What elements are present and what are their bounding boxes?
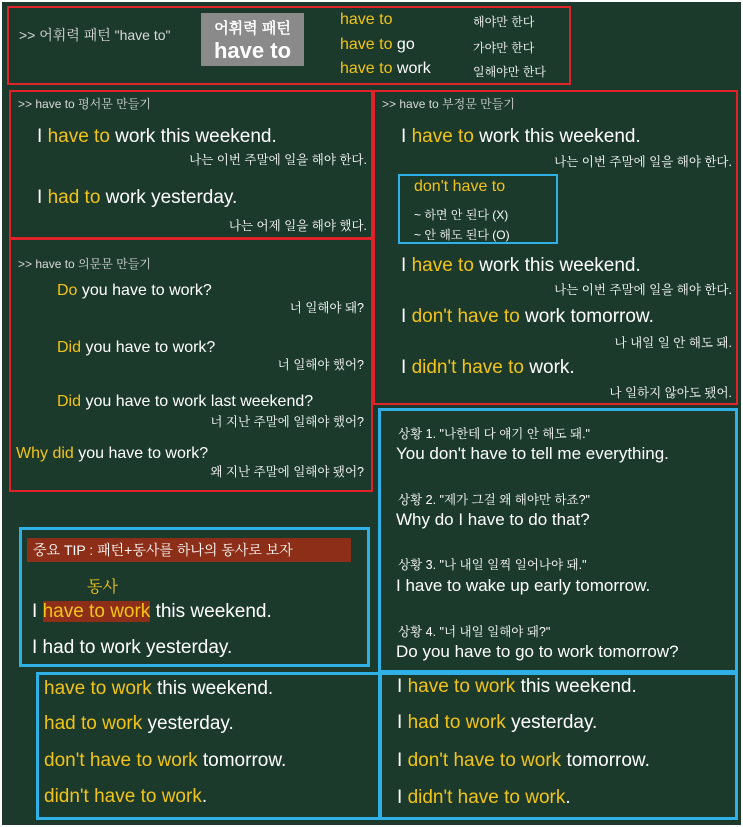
br1-pre: I [397, 676, 408, 697]
br2-pre: I [397, 712, 408, 733]
bl3-pattern: don't have to work [44, 750, 198, 771]
note-title: don't have to [414, 178, 506, 195]
situation-1-english: You don't have to tell me everything. [396, 444, 669, 463]
br2-rest: yesterday. [505, 712, 598, 733]
situation-2-english: Why do I have to do that? [396, 510, 590, 529]
full-sentence-2 [397, 712, 597, 734]
q4-rest: you have to work? [73, 445, 209, 462]
br3-pre: I [397, 750, 408, 771]
aff-s1-post: work this weekend. [109, 126, 277, 147]
q1-rest: you have to work? [77, 282, 212, 299]
negative-translation-3: 나 내일 일 안 해도 돼. [614, 336, 732, 350]
full-sentence-3 [397, 750, 650, 772]
badge-line2: have to [213, 38, 292, 63]
bl4-pattern: didn't have to work [44, 786, 202, 807]
header-row-2-word: go [392, 36, 415, 53]
full-sentence-1 [397, 676, 637, 698]
aff-s1-pre: I [37, 126, 48, 147]
neg-s2-post: work this weekend. [473, 255, 641, 276]
q2-auxiliary: Did [57, 339, 82, 356]
affirmative-sentence-2 [37, 187, 237, 209]
neg-s3-pattern: don't have to [411, 306, 520, 327]
situation-4-english: Do you have to go to work tomorrow? [396, 642, 679, 661]
bl4-rest: . [201, 786, 208, 807]
header-row-3-meaning: 일해야만 한다 [473, 65, 546, 79]
br3-pattern: don't have to work [407, 750, 562, 771]
negative-sentence-4 [401, 357, 575, 379]
situation-3-korean: 상황 3. "나 내일 일찍 일어나야 돼." [398, 558, 587, 572]
br4-pattern: didn't have to work [407, 787, 566, 808]
q3-rest: you have to work last weekend? [81, 393, 314, 410]
aff-s1-pattern: have to [47, 126, 110, 147]
header-row-3-pattern: have to [340, 60, 393, 77]
pattern-badge [201, 13, 304, 66]
neg-s4-pre: I [401, 357, 412, 378]
neg-s3-pre: I [401, 306, 412, 327]
situation-3-english: I have to wake up early tomorrow. [396, 576, 651, 595]
bl1-rest: this weekend. [151, 678, 274, 699]
q2-rest: you have to work? [81, 339, 216, 356]
bl2-rest: yesterday. [142, 713, 234, 734]
negative-heading: >> have to 부정문 만들기 [382, 97, 515, 111]
affirmative-translation-1: 나는 이번 주말에 일을 해야 한다. [189, 153, 367, 167]
aff-s2-post: work yesterday. [100, 187, 238, 208]
tip-s1-pre: I [32, 601, 43, 622]
q3-auxiliary: Did [57, 393, 82, 410]
negative-sentence-3 [401, 306, 654, 328]
question-1-translation: 너 일해야 돼? [289, 301, 364, 315]
verb-phrase-4 [44, 786, 207, 808]
q1-auxiliary: Do [57, 282, 78, 299]
neg-s1-pre: I [401, 126, 412, 147]
aff-s2-pre: I [37, 187, 48, 208]
neg-s2-pre: I [401, 255, 412, 276]
affirmative-translation-2: 나는 어제 일을 해야 했다. [228, 219, 367, 233]
br1-pattern: have to work [407, 676, 516, 697]
neg-s4-post: work. [524, 357, 575, 378]
neg-s3-post: work tomorrow. [519, 306, 654, 327]
tip-s1-post: this weekend. [150, 601, 272, 622]
header-row-3-word: work [392, 60, 431, 77]
tip-verb-label: 동사 [87, 579, 118, 596]
affirmative-heading: >> have to 평서문 만들기 [18, 97, 151, 111]
neg-s2-pattern: have to [411, 255, 474, 276]
question-4 [16, 445, 208, 463]
header-row-2-meaning: 가야만 한다 [473, 41, 535, 55]
br2-pattern: had to work [407, 712, 506, 733]
question-4-translation: 왜 지난 주말에 일해야 됐어? [210, 465, 364, 479]
negative-translation-2: 나는 이번 주말에 일을 해야 한다. [554, 283, 732, 297]
neg-s1-post: work this weekend. [473, 126, 641, 147]
bl2-pattern: had to work [44, 713, 143, 734]
aff-s2-pattern: had to [47, 187, 101, 208]
full-sentence-4 [397, 787, 571, 809]
bl3-rest: tomorrow. [197, 750, 287, 771]
neg-s4-pattern: didn't have to [411, 357, 524, 378]
note-wrong-meaning: ~ 하면 안 된다 (X) [414, 208, 509, 222]
br1-rest: this weekend. [515, 676, 637, 697]
negative-translation-1: 나는 이번 주말에 일을 해야 한다. [554, 155, 732, 169]
situation-4-korean: 상황 4. "너 내일 일해야 돼?" [398, 625, 551, 639]
br4-pre: I [397, 787, 408, 808]
br4-rest: . [565, 787, 571, 808]
tip-banner: 중요 TIP : 패턴+동사를 하나의 동사로 보자 [27, 538, 351, 562]
negative-sentence-1 [401, 126, 641, 148]
neg-s1-pattern: have to [411, 126, 474, 147]
verb-phrase-1 [44, 678, 273, 700]
tip-sentence-2: I had to work yesterday. [32, 637, 233, 658]
header-row-3 [340, 60, 431, 78]
header-row-1-pattern: have to [340, 11, 393, 28]
affirmative-sentence-1 [37, 126, 277, 148]
question-heading: >> have to 의문문 만들기 [18, 257, 151, 271]
situation-2-korean: 상황 2. "제가 그걸 왜 해야만 하죠?" [398, 493, 590, 507]
header-intro: >> 어휘력 패턴 "have to" [19, 27, 171, 43]
negative-translation-4: 나 일하지 않아도 됐어. [609, 386, 732, 400]
header-row-1 [340, 11, 392, 29]
badge-line1: 어휘력 패턴 [214, 20, 291, 37]
header-row-2 [340, 36, 415, 54]
q4-auxiliary: Why did [16, 445, 74, 462]
tip-sentence-1 [32, 601, 272, 623]
question-2 [57, 339, 215, 357]
verb-phrase-3 [44, 750, 286, 772]
header-row-1-meaning: 해야만 한다 [473, 15, 535, 29]
tip-s1-highlight: have to work [42, 601, 151, 622]
negative-sentence-2 [401, 255, 641, 277]
situation-1-korean: 상황 1. "나한테 다 얘기 안 해도 돼." [398, 427, 590, 441]
question-3-translation: 너 지난 주말에 일해야 했어? [210, 415, 364, 429]
question-2-translation: 너 일해야 했어? [277, 358, 364, 372]
bl1-pattern: have to work [44, 678, 152, 699]
question-3 [57, 393, 313, 411]
header-row-2-pattern: have to [340, 36, 393, 53]
note-right-meaning: ~ 안 해도 된다 (O) [414, 228, 510, 242]
verb-phrase-2 [44, 713, 234, 735]
br3-rest: tomorrow. [561, 750, 650, 771]
question-1 [57, 282, 212, 300]
